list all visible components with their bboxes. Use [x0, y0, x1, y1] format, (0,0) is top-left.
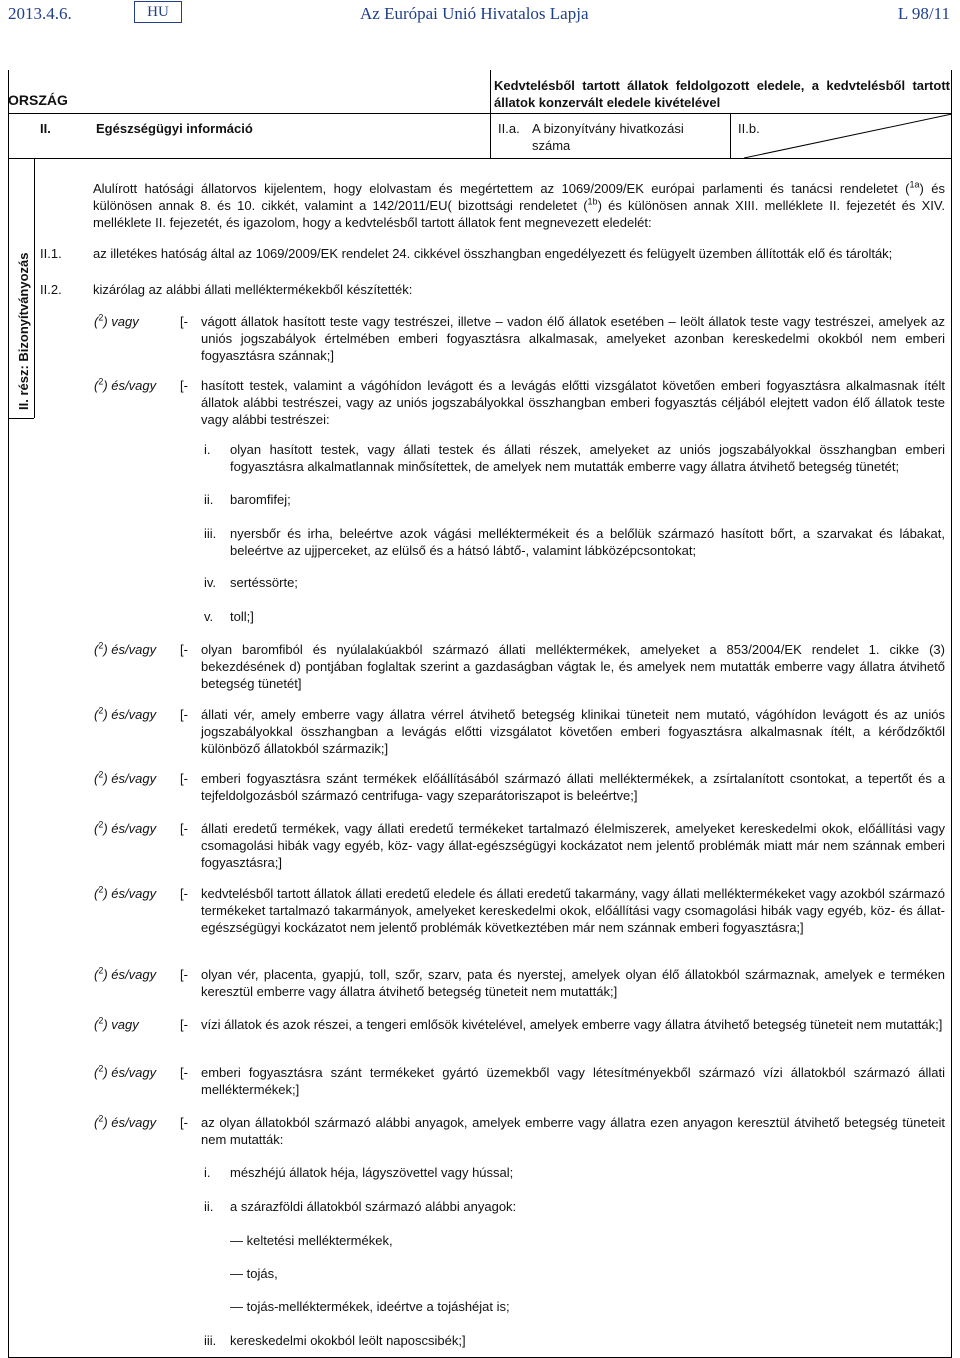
ii2-text: kizárólag az alábbi állati melléktermékekből készítették: [93, 282, 413, 297]
option-label: ($^2$) és/vagy [94, 769, 157, 786]
dash-item: — tojás, [230, 1266, 278, 1281]
option-text: hasított testek, valamint a vágóhídon levágott és a levágás előtti vizsgálatot követően emberi fogyasztásra alkalmasnak ítélt állatok alábbi testrészei, vagy az uniós jogszabályokkal összhangban emberi fogyasztás céljából elejtett vadon élő állatok teste vagy alábbi testrészei: [201, 378, 945, 428]
option-label: ($^2$) és/vagy [94, 1063, 157, 1080]
certificate-title: Kedvtelésből tartott állatok feldolgozott eledele, a kedvtelésből tartott állatok konzervált eledele kivételével [494, 78, 950, 111]
option-label: ($^2$) és/vagy [94, 819, 157, 836]
frame-left [8, 70, 9, 1357]
intro-text: Alulírott hatósági állatorvos kijelentem, hogy elolvastam és megértettem az 1069/2009/EK európai parlamenti és tanácsi rendeletet ($^{1a}$) és különösen annak 8. és 10. cikkét, valamint a 142/2011/EU( bizottsági rendeletet ($^{1b}$) és különösen annak XIII. melléklete II. fejezetét és XIV. melléklete II. fejezetét, és igazolom, hogy a kedvtelésből tartott állatok fent megnevezett eledelét: [93, 179, 945, 231]
divider [490, 113, 491, 158]
sublist-number: iii. [204, 1333, 217, 1348]
option-label: ($^2$) vagy [94, 1015, 139, 1032]
dash-item: — tojás-melléktermékek, ideértve a tojáshéjat is; [230, 1299, 510, 1314]
page-header [0, 0, 960, 32]
dash-item: — keltetési melléktermékek, [230, 1233, 393, 1248]
option-bracket: [- [180, 642, 188, 657]
section-title: Egészségügyi információ [96, 121, 253, 136]
sublist-text: toll;] [230, 609, 254, 624]
sublist-text: sertéssörte; [230, 575, 298, 590]
option-bracket: [- [180, 771, 188, 786]
divider [730, 113, 731, 158]
section-number: II. [40, 121, 51, 136]
option-text: emberi fogyasztásra szánt termékek előállításából származó állati melléktermékek, a zsírtalanított csontokat, a tepertőt és a tejfeldolgozásból származó centrifuga- vagy szeparátoriszapot is beleértve;] [201, 771, 945, 804]
option-label: ($^2$) és/vagy [94, 705, 157, 722]
option-label: ($^2$) és/vagy [94, 640, 157, 657]
option-text: vágott állatok hasított teste vagy testrészei, illetve – vadon élő állatok esetében – leölt állatok teste vagy testrészei, amelyek az uniós jogszabályok értelmében emberi fogyasztásra alkalmasak, amelyeket azonban kereskedelmi okokból nem emberi fogyasztásra szánnak;] [201, 314, 945, 364]
option-label: ($^2$) és/vagy [94, 965, 157, 982]
option-text: az olyan állatokból származó alábbi anyagok, amelyek emberre vagy állatra ezen anyagon keresztül átvihető betegség tüneteit nem mutatták: [201, 1115, 945, 1148]
option-bracket: [- [180, 314, 188, 329]
sublist-number: ii. [204, 1199, 214, 1214]
sidebar-label: II. rész: Bizonyítványozás [16, 252, 31, 410]
option-bracket: [- [180, 1065, 188, 1080]
sublist-number: iv. [204, 575, 217, 590]
sublist-text: olyan hasított testek, vagy állati testek és állati részek, amelyeket az uniós jogszabályokkal összhangban emberi fogyasztásra alkalmatlannak minősítettek, de amelyek nem mutatták emberre vagy állatra átvihető betegség tünetét; [230, 442, 945, 475]
sublist-number: i. [204, 1165, 211, 1180]
ref-label: A bizonyítvány hivatkozási száma [532, 121, 684, 154]
sublist-text: nyersbőr és irha, beleértve azok vágási melléktermékeit és a belőlük származó hasított bőrt, a szarvakat és lábakat, beleértve az ujjperceket, az elülső és a hátsó lábtő-, valamint lábközépcsontokat; [230, 526, 945, 559]
option-text: emberi fogyasztásra szánt termékeket gyártó üzemekből vagy létesítményekből származó vízi állatokból származó állati melléktermékek;] [201, 1065, 945, 1098]
country-label: ORSZÁG [8, 92, 68, 108]
option-bracket: [- [180, 886, 188, 901]
frame-right [951, 70, 952, 1357]
publication-date: 2013.4.6. [8, 4, 72, 23]
ii1-text: az illetékes hatóság által az 1069/2009/EK rendelet 24. cikkével összhangban engedélyezett és felügyelt üzemben állították elő és tárolták; [93, 246, 893, 261]
page-number: L 98/11 [897, 4, 950, 23]
option-label: ($^2$) vagy [94, 312, 139, 329]
sublist-text: kereskedelmi okokból leölt naposcsibék;] [230, 1333, 466, 1348]
journal-title: Az Európai Unió Hivatalos Lapja [360, 4, 589, 23]
option-text: kedvtelésből tartott állatok állati eredetű eledele és állati eredetű takarmány, vagy állati melléktermékeket vagy azokból származó termékeket tartalmazó takarmányok, amelyeket kereskedelmi okok, előállítási vagy csomagolási hibák vagy egyéb, köz- és állat-egészségügyi kockázatot nem jelentő problémák következtében már nem szánnak emberi fogyasztásra;] [201, 886, 945, 936]
sidebar-border [8, 418, 34, 419]
diagonal-strike [744, 114, 952, 158]
option-text: olyan baromfiból és nyúlalakúakból származó állati melléktermékek, amelyeket a 853/2004/EK rendelet 1. cikke (3) bekezdésének d) pontjában foglaltak szerint a gazdaságban vágtak le, és amelyek nem mutatták emberre vagy állatra átvihető betegség tünetét] [201, 642, 945, 692]
option-bracket: [- [180, 967, 188, 982]
option-bracket: [- [180, 378, 188, 393]
iib-label: II.b. [738, 121, 760, 136]
option-text: olyan vér, placenta, gyapjú, toll, szőr, szarv, pata és nyerstej, amelyek olyan élő állatokból származnak, amelyek e terméken keresztül emberre vagy állatra átvihető betegség tüneteit nem mutatták;] [201, 967, 945, 1000]
option-text: vízi állatok és azok részei, a tengeri emlősök kivételével, amelyek emberre vagy állatra átvihető betegség tüneteit nem mutatták;] [201, 1017, 943, 1032]
ii1-number: II.1. [40, 246, 62, 261]
option-bracket: [- [180, 707, 188, 722]
sublist-text: a szárazföldi állatokból származó alábbi anyagok: [230, 1199, 517, 1214]
option-text: állati vér, amely emberre vagy állatra vérrel átvihető betegség klinikai tüneteit nem mutató, vágóhídon levágott és az uniós jogszabályokkal összhangban a levágás előtti vizsgálatot követően emberi fogyasztásra alkalmasnak ítélt, a kérődzőktől különböző állatokból származik;] [201, 707, 945, 757]
sublist-number: i. [204, 442, 211, 457]
sublist-number: iii. [204, 526, 217, 541]
divider [490, 70, 491, 113]
option-bracket: [- [180, 1017, 188, 1032]
sublist-number: v. [204, 609, 214, 624]
option-bracket: [- [180, 1115, 188, 1130]
sublist-text: baromfifej; [230, 492, 291, 507]
ref-number-label: II.a. [498, 121, 520, 136]
option-label: ($^2$) és/vagy [94, 884, 157, 901]
ii2-number: II.2. [40, 282, 62, 297]
sublist-number: ii. [204, 492, 214, 507]
language-box: HU [134, 1, 182, 23]
option-label: ($^2$) és/vagy [94, 376, 157, 393]
sublist-text: mészhéjú állatok héja, lágyszövettel vagy hússal; [230, 1165, 514, 1180]
sidebar-border [34, 158, 35, 418]
option-text: állati eredetű termékek, vagy állati eredetű termékeket tartalmazó élelmiszerek, amelyeket kereskedelmi okok, előállítási vagy csomagolási hibák vagy egyéb, köz- vagy állat-egészségügyi kockázatot nem jelentő problémák miatt már nem szánnak emberi fogyasztásra;] [201, 821, 945, 871]
option-label: ($^2$) és/vagy [94, 1113, 157, 1130]
option-bracket: [- [180, 821, 188, 836]
divider [8, 158, 952, 159]
